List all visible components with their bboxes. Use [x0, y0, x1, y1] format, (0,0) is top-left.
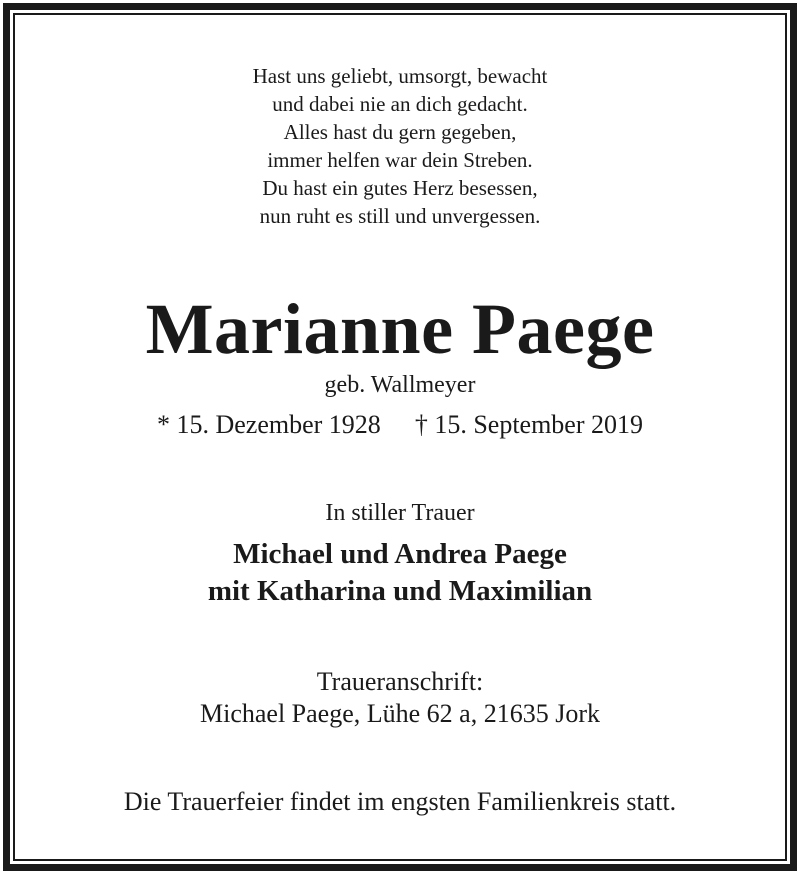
poem-line: und dabei nie an dich gedacht.	[272, 92, 528, 116]
mourners	[15, 536, 785, 610]
poem-line: Alles hast du gern gegeben,	[283, 120, 517, 144]
mourning-address: Michael Paege, Lühe 62 a, 21635 Jork	[199, 699, 600, 728]
poem-line: Du hast ein gutes Herz besessen,	[262, 176, 538, 200]
death-date: † 15. September 2019	[414, 410, 643, 439]
poem-line: nun ruht es still und unvergessen.	[259, 204, 541, 228]
funeral-note: Die Trauerfeier findet im engsten Familienkreis statt.	[123, 787, 677, 816]
poem-line: immer helfen war dein Streben.	[267, 148, 533, 172]
mourner-line: Michael und Andrea Paege	[233, 538, 567, 570]
address-label: Traueranschrift:	[316, 667, 484, 696]
maiden-name: geb. Wallmeyer	[324, 372, 476, 398]
life-dates	[15, 407, 785, 443]
deceased-name: Marianne Paege	[145, 289, 655, 369]
mourner-line: mit Katharina und Maximilian	[207, 575, 593, 607]
poem-line: Hast uns geliebt, umsorgt, bewacht	[252, 64, 548, 88]
mourning-intro: In stiller Trauer	[325, 500, 475, 526]
memorial-poem	[15, 62, 785, 230]
birth-date: * 15. Dezember 1928	[156, 410, 381, 439]
obituary-notice	[15, 15, 785, 859]
